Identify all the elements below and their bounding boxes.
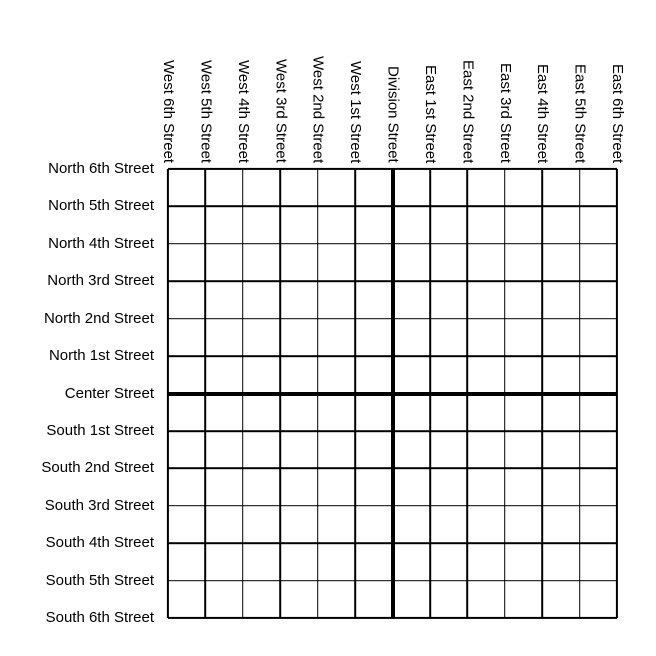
column-street-label: West 2nd Street	[309, 55, 327, 163]
column-street-label: West 3rd Street	[272, 59, 290, 163]
row-street-label: North 6th Street	[48, 160, 154, 177]
horizontal-street-line	[168, 580, 617, 582]
column-street-label: West 6th Street	[160, 59, 177, 163]
row-street-label: South 2nd Street	[41, 459, 154, 477]
horizontal-street-line	[168, 243, 617, 245]
center-street-line	[168, 392, 617, 396]
horizontal-street-line	[168, 355, 617, 357]
column-street-label: East 4th Street	[534, 63, 552, 163]
horizontal-street-line	[168, 318, 617, 320]
horizontal-street-line	[168, 468, 617, 470]
column-street-label: West 4th Street	[234, 59, 252, 163]
horizontal-street-line	[168, 617, 617, 619]
row-street-label: North 4th Street	[48, 234, 154, 252]
row-street-label: Center Street	[64, 384, 154, 402]
column-street-label: East 2nd Street	[459, 59, 477, 163]
column-street-label: East 3rd Street	[496, 62, 514, 163]
horizontal-street-line	[168, 280, 617, 282]
column-street-label: West 5th Street	[197, 59, 215, 163]
column-street-label: East 5th Street	[571, 63, 589, 163]
column-street-label: Division Street	[384, 66, 402, 163]
row-street-label: South 1st Street	[46, 421, 154, 439]
column-street-label: East 6th Street	[609, 63, 626, 163]
column-street-label: East 1st Street	[421, 64, 439, 163]
horizontal-street-line	[168, 206, 617, 208]
row-street-label: South 3rd Street	[44, 496, 154, 514]
column-street-label: West 1st Street	[347, 60, 365, 163]
row-street-label: North 5th Street	[48, 197, 154, 215]
horizontal-street-line	[168, 542, 617, 544]
row-street-label: South 6th Street	[45, 609, 154, 626]
row-street-label: South 4th Street	[45, 534, 154, 552]
horizontal-street-line	[168, 168, 617, 170]
horizontal-street-line	[168, 430, 617, 432]
street-grid	[168, 169, 617, 618]
row-street-label: North 3rd Street	[47, 272, 154, 290]
horizontal-street-line	[168, 505, 617, 507]
row-street-label: North 2nd Street	[43, 309, 154, 327]
row-street-label: South 5th Street	[45, 571, 154, 589]
row-street-label: North 1st Street	[48, 347, 154, 365]
